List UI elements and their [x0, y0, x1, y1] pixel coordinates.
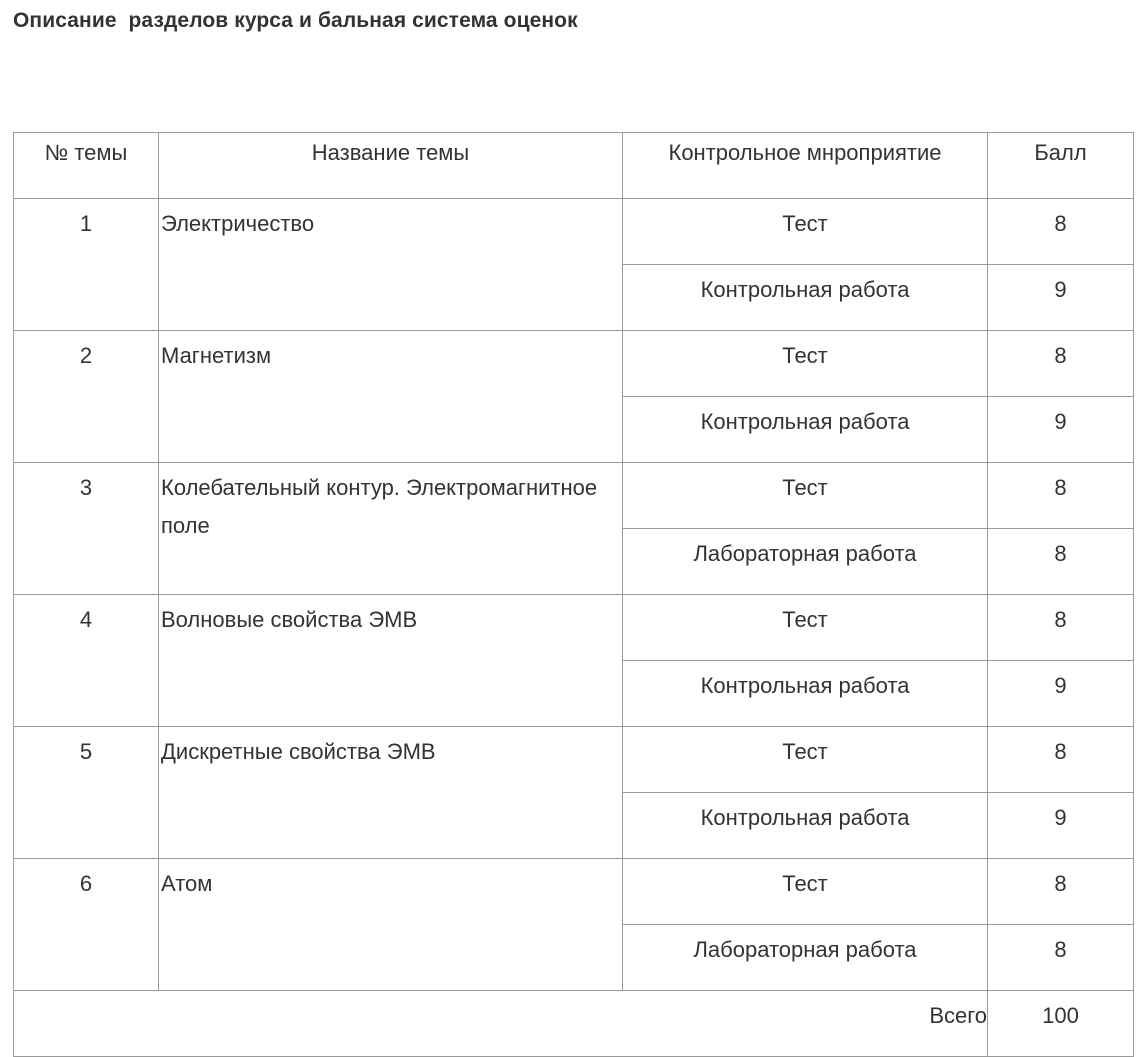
topic-number: 4	[14, 595, 159, 727]
table-row	[14, 727, 1134, 793]
topic-name: Атом	[159, 859, 623, 991]
topic-number: 3	[14, 463, 159, 595]
score-cell: 8	[988, 199, 1134, 265]
topic-name: Волновые свойства ЭМВ	[159, 595, 623, 727]
activity-cell: Контрольная работа	[623, 793, 988, 859]
page-title: Описание разделов курса и бальная система оценок	[13, 9, 578, 32]
table-row	[14, 859, 1134, 925]
table-row	[14, 331, 1134, 397]
score-cell: 8	[988, 331, 1134, 397]
activity-cell: Контрольная работа	[623, 265, 988, 331]
table-header-row	[14, 133, 1134, 199]
topic-name: Колебательный контур. Электромагнитное поле	[159, 463, 623, 595]
score-cell: 8	[988, 529, 1134, 595]
score-cell: 8	[988, 859, 1134, 925]
score-cell: 9	[988, 265, 1134, 331]
header-topic-number: № темы	[14, 133, 159, 199]
table-row	[14, 199, 1134, 265]
header-activity: Контрольное мнроприятие	[623, 133, 988, 199]
topic-number: 5	[14, 727, 159, 859]
header-topic-name: Название темы	[159, 133, 623, 199]
header-score: Балл	[988, 133, 1134, 199]
score-cell: 9	[988, 793, 1134, 859]
topic-name: Электричество	[159, 199, 623, 331]
topic-number: 2	[14, 331, 159, 463]
activity-cell: Тест	[623, 199, 988, 265]
table-row	[14, 595, 1134, 661]
topic-number: 6	[14, 859, 159, 991]
activity-cell: Лабораторная работа	[623, 925, 988, 991]
activity-cell: Контрольная работа	[623, 661, 988, 727]
score-cell: 8	[988, 595, 1134, 661]
total-row	[14, 991, 1134, 1057]
activity-cell: Контрольная работа	[623, 397, 988, 463]
score-cell: 8	[988, 727, 1134, 793]
topic-name: Магнетизм	[159, 331, 623, 463]
score-cell: 9	[988, 397, 1134, 463]
score-cell: 9	[988, 661, 1134, 727]
activity-cell: Тест	[623, 331, 988, 397]
grading-table	[13, 132, 1134, 1057]
activity-cell: Тест	[623, 463, 988, 529]
table-row	[14, 463, 1134, 529]
total-value: 100	[988, 991, 1134, 1057]
score-cell: 8	[988, 463, 1134, 529]
score-cell: 8	[988, 925, 1134, 991]
topic-name: Дискретные свойства ЭМВ	[159, 727, 623, 859]
activity-cell: Лабораторная работа	[623, 529, 988, 595]
topic-number: 1	[14, 199, 159, 331]
activity-cell: Тест	[623, 727, 988, 793]
total-label: Всего	[14, 991, 988, 1057]
activity-cell: Тест	[623, 859, 988, 925]
activity-cell: Тест	[623, 595, 988, 661]
